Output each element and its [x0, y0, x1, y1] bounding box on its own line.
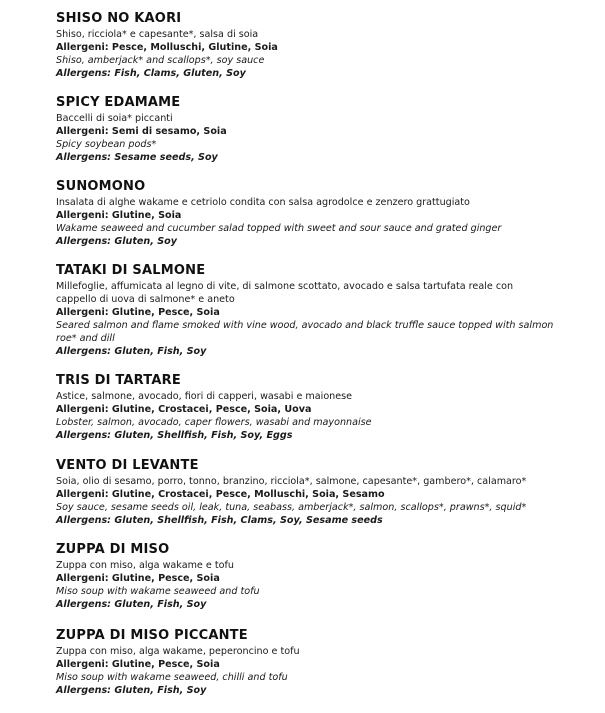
dish-tris-di-tartare — [56, 373, 556, 442]
dish-title: SPICY EDAMAME — [56, 95, 181, 110]
dish-title: ZUPPA DI MISO — [56, 542, 170, 557]
dish-title: VENTO DI LEVANTE — [56, 458, 199, 473]
description-english: Spicy soybean pods* — [56, 139, 157, 150]
description-italian: Zuppa con miso, alga wakame e tofu — [56, 560, 234, 571]
dish-title: TATAKI DI SALMONE — [56, 263, 206, 278]
description-english: Shiso, amberjack* and scallops*, soy sauce — [56, 55, 265, 66]
dish-zuppa-di-miso-piccante — [56, 628, 556, 697]
dish-zuppa-di-miso — [56, 542, 556, 611]
dish-shiso-no-kaori — [56, 11, 556, 80]
allergens-english: Allergens: Gluten, Fish, Soy — [56, 346, 207, 357]
dish-spicy-edamame — [56, 95, 556, 164]
allergens-english: Allergens: Fish, Clams, Gluten, Soy — [56, 68, 246, 79]
dish-title: TRIS DI TARTARE — [56, 373, 181, 388]
allergens-italian: Allergeni: Pesce, Molluschi, Glutine, Soia — [56, 42, 278, 53]
allergens-english: Allergens: Gluten, Shellfish, Fish, Soy, Eggs — [56, 430, 293, 441]
description-english: Seared salmon and flame smoked with vine wood, avocado and black truffle sauce topped with salmon roe* and dill — [56, 320, 554, 344]
description-english: Soy sauce, sesame seeds oil, leak, tuna, seabass, amberjack*, salmon, scallops*, prawns*, squid* — [56, 502, 527, 513]
allergens-english: Allergens: Gluten, Fish, Soy — [56, 685, 207, 696]
dish-title: SUNOMONO — [56, 179, 146, 194]
description-english: Wakame seaweed and cucumber salad topped with sweet and sour sauce and grated ginger — [56, 223, 502, 234]
dish-title: SHISO NO KAORI — [56, 11, 182, 26]
description-italian: Millefoglie, affumicata al legno di vite, di salmone scottato, avocado e salsa tartufata reale con cappello di uova di salmone* e aneto — [56, 281, 514, 305]
description-italian: Baccelli di soia* piccanti — [56, 113, 173, 124]
allergens-italian: Allergeni: Glutine, Pesce, Soia — [56, 573, 220, 584]
dish-title: ZUPPA DI MISO PICCANTE — [56, 628, 248, 643]
allergens-english: Allergens: Gluten, Soy — [56, 236, 177, 247]
description-italian: Zuppa con miso, alga wakame, peperoncino e tofu — [56, 646, 300, 657]
allergens-english: Allergens: Sesame seeds, Soy — [56, 152, 218, 163]
description-italian: Soia, olio di sesamo, porro, tonno, branzino, ricciola*, salmone, capesante*, gambero*, calamaro* — [56, 476, 527, 487]
allergens-english: Allergens: Gluten, Fish, Soy — [56, 599, 207, 610]
dish-tataki-di-salmone — [56, 263, 556, 358]
allergens-italian: Allergeni: Semi di sesamo, Soia — [56, 126, 227, 137]
dish-sunomono — [56, 179, 556, 248]
allergens-italian: Allergeni: Glutine, Crostacei, Pesce, Soia, Uova — [56, 404, 312, 415]
allergens-italian: Allergeni: Glutine, Pesce, Soia — [56, 307, 220, 318]
description-english: Lobster, salmon, avocado, caper flowers, wasabi and mayonnaise — [56, 417, 372, 428]
description-english: Miso soup with wakame seaweed, chilli and tofu — [56, 672, 288, 683]
description-italian: Shiso, ricciola* e capesante*, salsa di soia — [56, 29, 259, 40]
dish-vento-di-levante — [56, 458, 556, 527]
description-english: Miso soup with wakame seaweed and tofu — [56, 586, 260, 597]
description-italian: Astice, salmone, avocado, fiori di capperi, wasabi e maionese — [56, 391, 353, 402]
allergens-italian: Allergeni: Glutine, Crostacei, Pesce, Molluschi, Soia, Sesamo — [56, 489, 385, 500]
allergens-english: Allergens: Gluten, Shellfish, Fish, Clams, Soy, Sesame seeds — [56, 515, 383, 526]
allergens-italian: Allergeni: Glutine, Soia — [56, 210, 182, 221]
allergens-italian: Allergeni: Glutine, Pesce, Soia — [56, 659, 220, 670]
description-italian: Insalata di alghe wakame e cetriolo condita con salsa agrodolce e zenzero grattugiato — [56, 197, 470, 208]
